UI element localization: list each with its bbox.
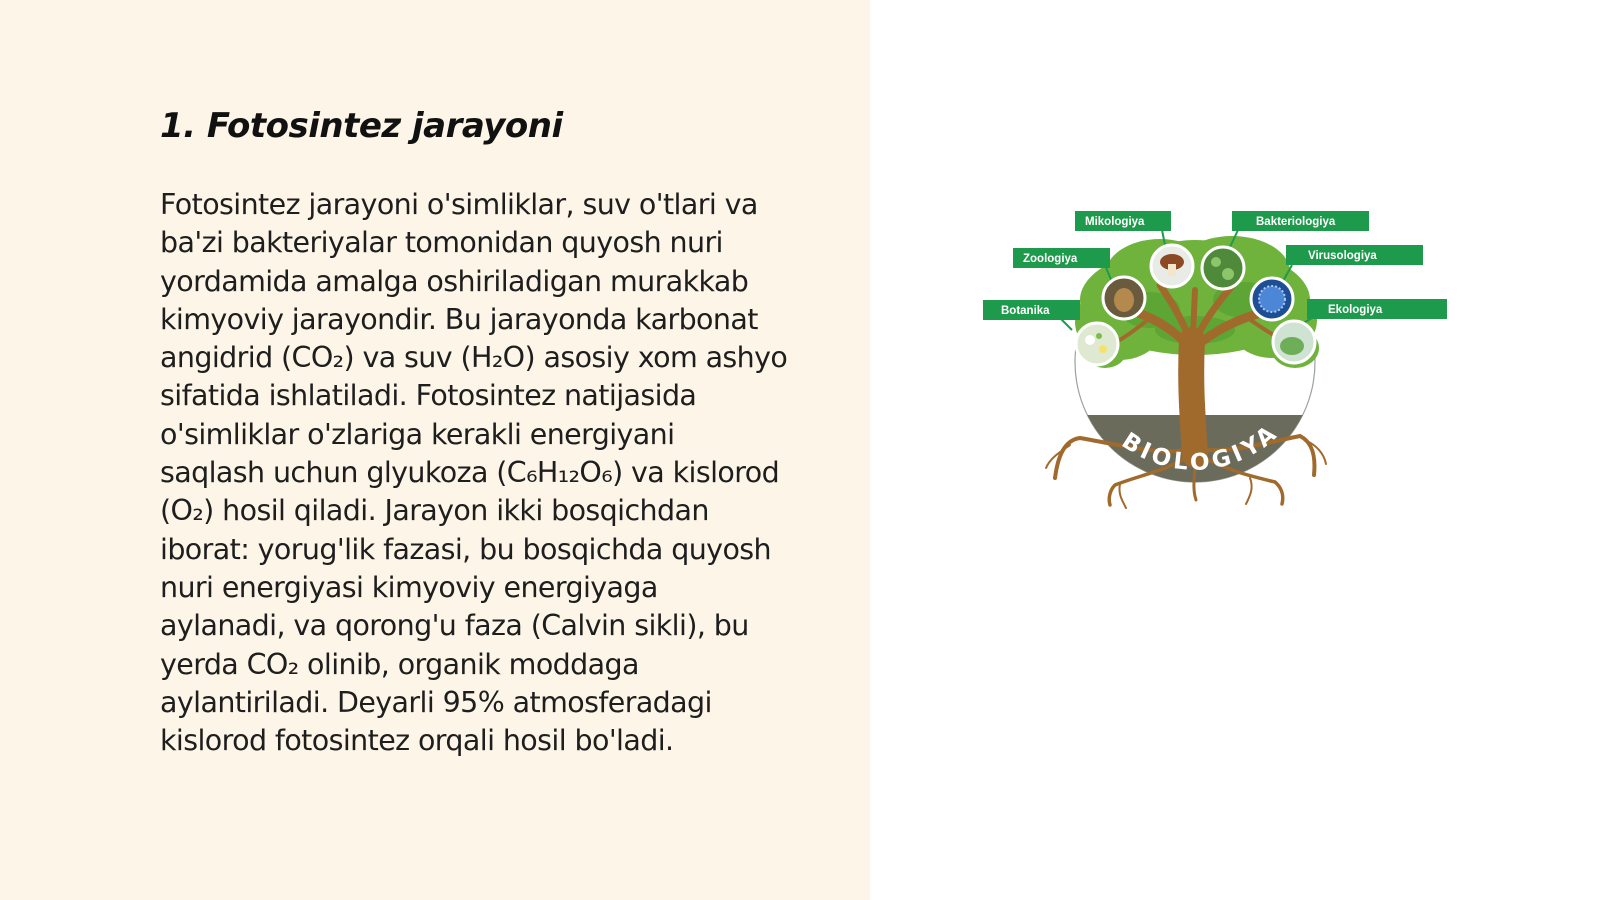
- body-line: (O₂) hosil qiladi. Jarayon ikki bosqichdan: [160, 494, 709, 528]
- bakteriologiya-circle: [1202, 247, 1244, 289]
- mikologiya-circle: [1151, 245, 1193, 287]
- body-line: nuri energiyasi kimyoviy energiyaga: [160, 570, 658, 604]
- tag-mikologiya: [1075, 211, 1171, 231]
- zoologiya-circle: [1103, 277, 1145, 319]
- biology-tree-illustration: [975, 200, 1455, 520]
- body-line: saqlash uchun glyukoza (C₆H₁₂O₆) va kislorod: [160, 456, 780, 490]
- body-line: yordamida amalga oshiriladigan murakkab: [160, 264, 749, 298]
- tag-botanika: [983, 300, 1080, 320]
- body-line: Fotosintez jarayoni o'simliklar, suv o'tlari va: [160, 188, 758, 221]
- ekologiya-circle: [1273, 321, 1315, 363]
- svg-text:Botanika: Botanika: [1001, 305, 1050, 317]
- tag-virusologiya: [1286, 245, 1423, 265]
- slide-body-text: [160, 186, 850, 760]
- svg-text:Virusologiya: Virusologiya: [1308, 250, 1377, 262]
- body-line: iborat: yorug'lik fazasi, bu bosqichda quyosh: [160, 532, 771, 566]
- svg-text:Bakteriologiya: Bakteriologiya: [1256, 216, 1336, 228]
- arc-label: BIOLOGIYA: [1117, 418, 1285, 477]
- virusologiya-circle: [1251, 278, 1293, 320]
- svg-text:Ekologiya: Ekologiya: [1328, 304, 1383, 316]
- slide-title: 1. Fotosintez jarayoni: [160, 106, 563, 146]
- tag-ekologiya: [1307, 299, 1447, 319]
- tag-zoologiya: [1013, 248, 1110, 268]
- botanika-circle: [1076, 323, 1118, 365]
- svg-text:Zoologiya: Zoologiya: [1023, 253, 1078, 265]
- svg-text:Mikologiya: Mikologiya: [1085, 216, 1145, 228]
- tag-bakteriologiya: [1232, 211, 1369, 231]
- body-line: sifatida ishlatiladi. Fotosintez natijasida: [160, 379, 697, 413]
- body-line: o'simliklar o'zlariga kerakli energiyani: [160, 417, 675, 451]
- body-line: angidrid (CO₂) va suv (H₂O) asosiy xom ashyo: [160, 341, 788, 375]
- body-line: ba'zi bakteriyalar tomonidan quyosh nuri: [160, 226, 723, 260]
- body-line: aylanadi, va qorong'u faza (Calvin sikli), bu: [160, 609, 749, 643]
- body-line: yerda CO₂ olinib, organik moddaga: [160, 647, 639, 681]
- body-line: kimyoviy jarayondir. Bu jarayonda karbonat: [160, 302, 758, 336]
- body-line: kislorod fotosintez orqali hosil bo'ladi.: [160, 724, 674, 758]
- body-line: aylantiriladi. Deyarli 95% atmosferadagi: [160, 685, 712, 719]
